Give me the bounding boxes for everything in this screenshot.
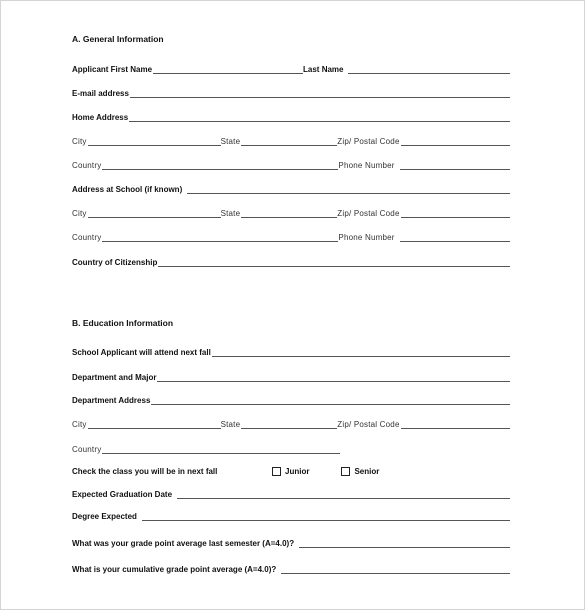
- last-name-field[interactable]: [348, 65, 510, 74]
- junior-checkbox[interactable]: [272, 467, 281, 476]
- school-country-label: Country: [72, 233, 102, 242]
- row-gpa-cum: [72, 564, 510, 575]
- phone-label: Phone Number: [338, 161, 395, 170]
- row-school-country-phone: [72, 232, 510, 243]
- zip-label: Zip/ Postal Code: [337, 137, 400, 146]
- school-country-field[interactable]: [102, 233, 338, 242]
- row-school-city-state-zip: [72, 208, 510, 219]
- city-label: City: [72, 137, 87, 146]
- row-dept-address: [72, 395, 510, 406]
- row-grad-date: [72, 489, 510, 500]
- last-name-label: Last Name: [303, 65, 344, 74]
- state-label: State: [220, 137, 241, 146]
- gpa-last-label: What was your grade point average last semester (A=4.0)?: [72, 539, 295, 548]
- degree-field[interactable]: [142, 512, 510, 521]
- row-email: [72, 88, 510, 99]
- dept-state-field[interactable]: [241, 420, 337, 429]
- row-school-address: [72, 184, 510, 195]
- school-zip-label: Zip/ Postal Code: [337, 209, 400, 218]
- junior-label: Junior: [285, 467, 310, 476]
- row-degree: [72, 511, 510, 522]
- first-name-field[interactable]: [153, 65, 303, 74]
- row-name: [72, 64, 510, 75]
- citizenship-label: Country of Citizenship: [72, 258, 158, 267]
- form-sheet: [72, 1, 512, 609]
- email-field[interactable]: [130, 89, 510, 98]
- senior-checkbox[interactable]: [341, 467, 350, 476]
- dept-city-field[interactable]: [88, 420, 221, 429]
- school-state-field[interactable]: [241, 209, 337, 218]
- home-address-field[interactable]: [129, 113, 510, 122]
- row-home-address: [72, 112, 510, 123]
- row-dept-city-state-zip: [72, 419, 510, 430]
- phone-field[interactable]: [400, 161, 510, 170]
- degree-label: Degree Expected: [72, 512, 137, 521]
- dept-address-field[interactable]: [151, 396, 510, 405]
- school-address-label: Address at School (if known): [72, 185, 183, 194]
- section-a-title: A. General Information: [72, 34, 164, 44]
- home-address-label: Home Address: [72, 113, 129, 122]
- dept-state-label: State: [220, 420, 241, 429]
- school-city-label: City: [72, 209, 87, 218]
- row-city-state-zip: [72, 136, 510, 147]
- dept-city-label: City: [72, 420, 87, 429]
- row-dept-major: [72, 372, 510, 383]
- gpa-last-field[interactable]: [299, 539, 510, 548]
- dept-major-field[interactable]: [157, 373, 510, 382]
- school-label: School Applicant will attend next fall: [72, 348, 211, 357]
- email-label: E-mail address: [72, 89, 129, 98]
- dept-zip-field[interactable]: [401, 420, 510, 429]
- row-dept-country: [72, 444, 510, 455]
- senior-label: Senior: [354, 467, 380, 476]
- first-name-label: Applicant First Name: [72, 65, 153, 74]
- gpa-cum-field[interactable]: [281, 565, 510, 574]
- city-field[interactable]: [88, 137, 221, 146]
- grad-date-label: Expected Graduation Date: [72, 490, 173, 499]
- school-address-field[interactable]: [187, 185, 510, 194]
- row-citizenship: [72, 257, 510, 268]
- row-country-phone: [72, 160, 510, 171]
- school-state-label: State: [220, 209, 241, 218]
- zip-field[interactable]: [401, 137, 510, 146]
- citizenship-field[interactable]: [158, 258, 510, 267]
- row-gpa-last: [72, 538, 510, 549]
- school-phone-field[interactable]: [400, 233, 510, 242]
- gpa-cum-label: What is your cumulative grade point average (A=4.0)?: [72, 565, 277, 574]
- school-phone-label: Phone Number: [338, 233, 395, 242]
- dept-country-field[interactable]: [102, 445, 340, 454]
- row-class: [72, 465, 510, 477]
- state-field[interactable]: [241, 137, 337, 146]
- section-b-title: B. Education Information: [72, 318, 174, 328]
- country-field[interactable]: [102, 161, 338, 170]
- dept-major-label: Department and Major: [72, 373, 157, 382]
- row-school: [72, 347, 510, 358]
- school-field[interactable]: [212, 348, 510, 357]
- class-question-label: Check the class you will be in next fall: [72, 467, 218, 476]
- dept-country-label: Country: [72, 445, 102, 454]
- school-city-field[interactable]: [88, 209, 221, 218]
- grad-date-field[interactable]: [177, 490, 510, 499]
- dept-zip-label: Zip/ Postal Code: [337, 420, 400, 429]
- country-label: Country: [72, 161, 102, 170]
- school-zip-field[interactable]: [401, 209, 510, 218]
- dept-address-label: Department Address: [72, 396, 151, 405]
